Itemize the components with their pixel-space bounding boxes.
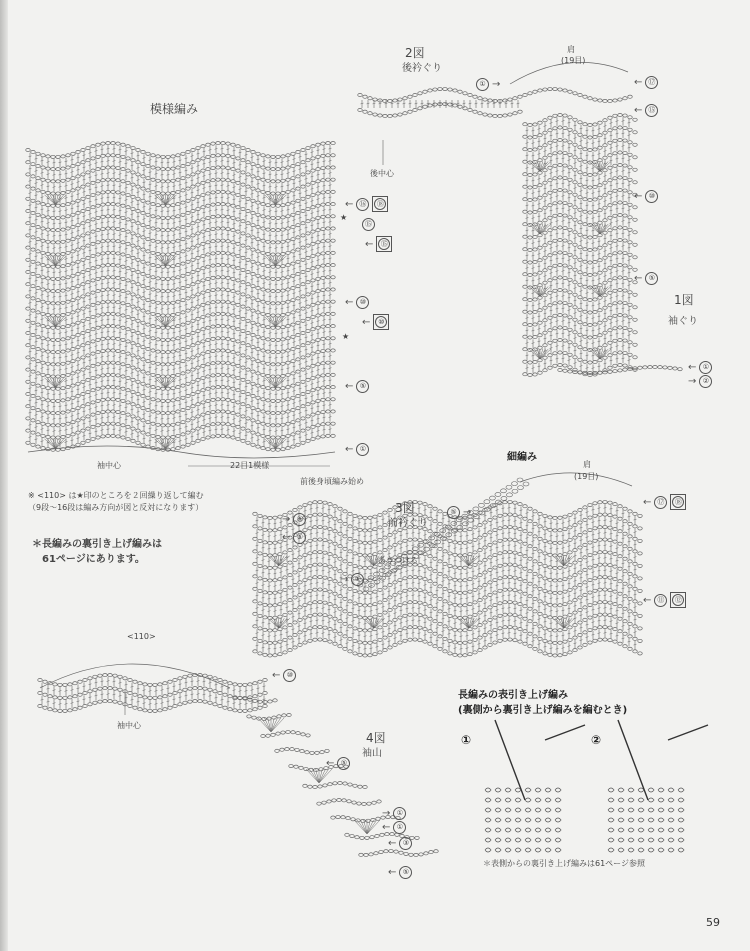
star-mark-2: ★ [342, 332, 350, 341]
fig4-name: 袖山 [362, 748, 382, 759]
fig3-pick-up: あきつける [378, 556, 418, 565]
star-mark-1: ★ [340, 213, 348, 222]
fig3-name: 前衿ぐり [388, 518, 428, 529]
fig3-row-17: ← ⑰ ⑱ [643, 494, 686, 510]
technique-title: 長編みの表引き上げ編み [458, 690, 568, 701]
fig2-row-10: ← ⑩ [634, 190, 658, 203]
main-start-label: 前後身頃編み始め [300, 477, 364, 486]
fig3-row-5b: ⑤ → [447, 506, 471, 519]
fig2-shoulder-count: (19目) [561, 56, 586, 65]
fig2-back-center: 後中心 [370, 169, 394, 178]
fig4-row-5: ← ⑤ [326, 757, 350, 770]
main-note: ※ <110> は★印のところを２回繰り返して編む （9段～16段は編み方向が図と反対になります） [28, 491, 204, 512]
main-sleeve-center: 袖中心 [97, 461, 121, 470]
fig1-row-1: ← ① [688, 361, 712, 374]
back-raised-note: ＊長編みの裏引き上げ編みは 61ページにあります。 [32, 539, 162, 565]
fig3-shoulder: 肩 [583, 460, 591, 469]
technique-step-1: ① [461, 733, 472, 747]
fig4-row-1b: → ① [382, 807, 406, 820]
page-number: 59 [706, 916, 720, 929]
fig4-row-5b: ← ⑤ [388, 866, 412, 879]
main-row-10-box: ← ⑩ [362, 314, 389, 330]
technique-note: ＊表側からの裏引き上げ編みは61ページ参照 [483, 859, 646, 868]
fig2-number: 2図 [405, 46, 425, 60]
fig1-number: 1図 [674, 293, 694, 307]
main-repeat-label: 22目1模様 [230, 461, 270, 470]
fig4-size-label: <110> [127, 632, 156, 641]
fig2-name: 後衿ぐり [402, 63, 442, 74]
fig3-row-10: ← ⑩ [272, 669, 296, 682]
fig2-shoulder: 肩 [567, 45, 575, 54]
fig3-row-1: → ① [340, 573, 364, 586]
fig1-row-2: → ② [688, 375, 712, 388]
pattern-title: 模様編み [150, 102, 199, 116]
main-row-10: ← ⑩ [345, 296, 369, 309]
fig3-row-11: ← ⑪ ⑫ [643, 592, 686, 608]
fig1-name: 袖ぐり [668, 316, 698, 327]
main-row-5: ← ⑤ [345, 380, 369, 393]
fig2-row-1: ① → [476, 78, 500, 91]
fig3-row-5: ← ⑤ [282, 531, 306, 544]
fig3-number: 3図 [395, 501, 415, 515]
fig4-sleeve-center: 袖中心 [117, 721, 141, 730]
main-row-1: ← ① [345, 443, 369, 456]
main-row-16: ← ⑯ ⑱ [345, 196, 388, 212]
fig2-row-17: ← ⑰ [634, 76, 658, 89]
fig3-row-6: → ⑥ [282, 513, 306, 526]
fig4-row-1: ← ① [382, 821, 406, 834]
technique-subtitle: (裏側から裏引き上げ編みを編むとき) [458, 705, 628, 716]
fig2-row-5: ← ⑤ [634, 272, 658, 285]
fig3-shoulder-count: (19目) [574, 472, 599, 481]
main-row-15: ⑮ [362, 218, 375, 231]
fig3-edge-title: 細編み [507, 452, 537, 463]
technique-step-2: ② [591, 733, 602, 747]
fig2-row-15: ← ⑮ [634, 104, 658, 117]
fig4-number: 4図 [366, 731, 386, 745]
main-row-15-box: ← ⑮ [365, 236, 392, 252]
fig4-row-3: ← ③ [388, 837, 412, 850]
